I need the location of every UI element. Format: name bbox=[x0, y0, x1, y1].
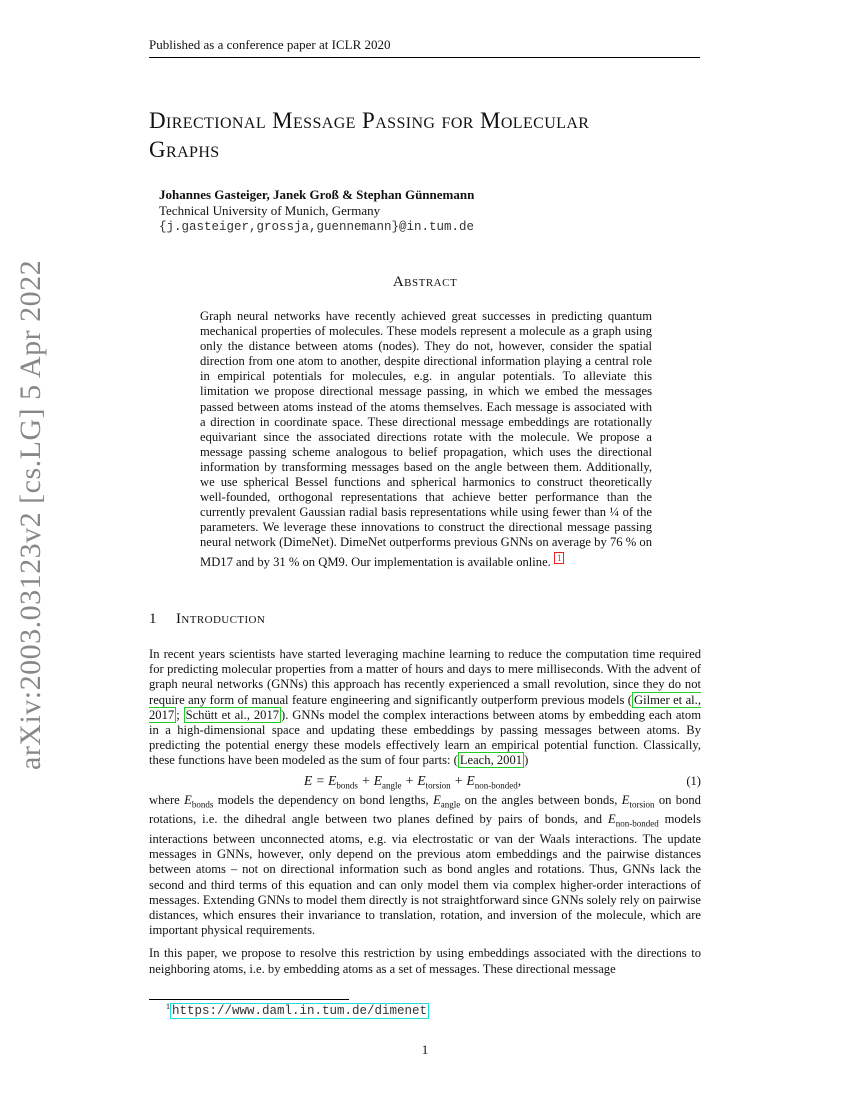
citation-gilmer-authors: Gilmer et al. bbox=[634, 692, 698, 707]
paper-title bbox=[149, 106, 704, 164]
abstract bbox=[200, 309, 652, 570]
citation-schutt[interactable]: Schütt et al., 2017 bbox=[185, 707, 280, 722]
section-title: Introduction bbox=[176, 611, 266, 627]
footnote-mark: 1 bbox=[166, 1002, 170, 1011]
citation-schutt-year: 2017 bbox=[253, 707, 280, 722]
running-header: Published as a conference paper at ICLR 2020 bbox=[149, 37, 700, 58]
citation-schutt-authors: Schütt et al. bbox=[185, 707, 247, 722]
footnote-rule bbox=[149, 999, 349, 1000]
author-email[interactable]: {j.gasteiger,grossja,guennemann}@in.tum.de bbox=[159, 220, 475, 234]
arxiv-stamp: arXiv:2003.03123v2 [cs.LG] 5 Apr 2022 bbox=[14, 259, 47, 770]
introduction-body bbox=[149, 647, 701, 977]
page-number: 1 bbox=[421, 1042, 429, 1057]
author-block bbox=[159, 187, 474, 235]
footnote bbox=[166, 1002, 429, 1018]
abstract-footnote-link[interactable]: 1 bbox=[554, 552, 565, 564]
citation-gilmer[interactable]: Gilmer et al., 2017 bbox=[149, 692, 701, 722]
abstract-text: Graph neural networks have recently achieved great successes in predicting quantum mechanical properties of molecules. These models represent a molecule as a graph using only the distance between atoms (nodes). They do not, however, consider the spatial direction from one atom to another, despite directional information playing a central role in empirical potentials for molecules, e.g. in angular potentials. To alleviate this limitation we propose directional message passing, in which we embed the messages passed between atoms instead of the atoms themselves. Each message is associated with a direction in coordinate space. These directional message embeddings are rotationally equivariant since the associated directions rotate with the molecule. We propose a message passing scheme analogous to belief propagation, which uses the directional information by transforming messages based on the angle between them. Additionally, we use spherical Bessel functions and spherical harmonics to construct theoretically well-founded, orthogonal representations that achieve better performance than the currently prevalent Gaussian radial basis representations while using fewer than ¼ of the parameters. We leverage these innovations to construct the directional message passing neural network (DimeNet). DimeNet outperforms previous GNNs on average by 76 % on MD17 and by 31 % on QM9. Our implementation is available online. bbox=[200, 309, 652, 569]
intro-p1-text-b: ). GNNs model the complex interactions between atoms by embedding each atom in a high-dimensional space and updating these embeddings by passing messages between atoms. By predicting the potential energy these models effectively learn an empirical potential function. Classically, these functions have been modeled as the sum of four parts: ( bbox=[149, 707, 701, 768]
equation-1 bbox=[149, 769, 701, 793]
citation-leach-author: Leach bbox=[459, 753, 491, 768]
equation-expression: $E = E_{bonds} + E_{angle} + E_{torsion} + E_{non-bonded}$, bbox=[304, 772, 522, 791]
equation-number: (1) bbox=[686, 773, 701, 788]
title-line-2: Graphs bbox=[149, 137, 220, 162]
author-affiliation: Technical University of Munich, Germany bbox=[159, 203, 381, 218]
section-number: 1 bbox=[149, 611, 157, 627]
section-heading bbox=[149, 611, 265, 628]
footnote-url-link[interactable]: https://www.daml.in.tum.de/dimenet bbox=[172, 1003, 428, 1018]
intro-paragraph-1: In recent years scientists have started leveraging machine learning to reduce the computation time required for predicting molecular properties from a matter of hours and days to mere milliseconds. With the advent of graph neural networks (GNNs) this approach has recently experienced a small revolution, since they do not require any form of manual feature engineering and significantly outperform previous models ( Gilmer et al., 2017 ; Schütt et al., 2017 ). GNNs model the complex interactions between atoms by embedding each atom in a high-dimensional space and updating these embeddings by passing messages between atoms. By predicting the potential energy these models effectively learn an empirical potential function. Classically, these functions have been modeled as the sum of four parts: ( Leach, 2001 ) bbox=[149, 647, 701, 768]
author-names: Johannes Gasteiger, Janek Groß & Stephan Günnemann bbox=[159, 187, 475, 202]
title-line-1: Directional Message Passing for Molecular bbox=[149, 108, 590, 133]
intro-paragraph-3: In this paper, we propose to resolve this restriction by using embeddings associated with the directions to neighboring atoms, i.e. by embedding atoms as a set of messages. These directional message bbox=[149, 946, 701, 976]
citation-leach[interactable]: Leach, 2001 bbox=[459, 753, 523, 768]
citation-leach-year: 2001 bbox=[496, 753, 523, 768]
intro-p1-text-a: In recent years scientists have started leveraging machine learning to reduce the computation time required for predicting molecular properties from a matter of hours and days to mere milliseconds. With the advent of graph neural networks (GNNs) this approach has recently experienced a small revolution, since they do not require any form of manual feature engineering and significantly outperform previous models ( bbox=[149, 647, 701, 707]
citation-gilmer-year: 2017 bbox=[149, 707, 175, 722]
abstract-heading: Abstract bbox=[392, 274, 458, 290]
intro-paragraph-2: where $E_{bonds}$ models the dependency on bond lengths, $E_{angle}$ on the angles between bonds, $E_{torsion}$ on bond rotations, i.e. the dihedral angle between two planes defined by pairs of bonds, and $E_{non-bonded}$ models interactions between unconnected atoms, e.g. via electrostatic or van der Waals interactions. The update messages in GNNs, however, only depend on the previous atom embeddings and the pairwise distances between atoms – not on directional information such as bond angles and rotations. Thus, GNNs lack the second and third terms of this equation and can only model them via complex higher-order interactions of messages. Extending GNNs to model them directly is not straightforward since GNNs solely rely on pairwise distances, which ensures their invariance to translation, rotation, and inversion of the molecule, which are important physical requirements. bbox=[149, 792, 702, 938]
